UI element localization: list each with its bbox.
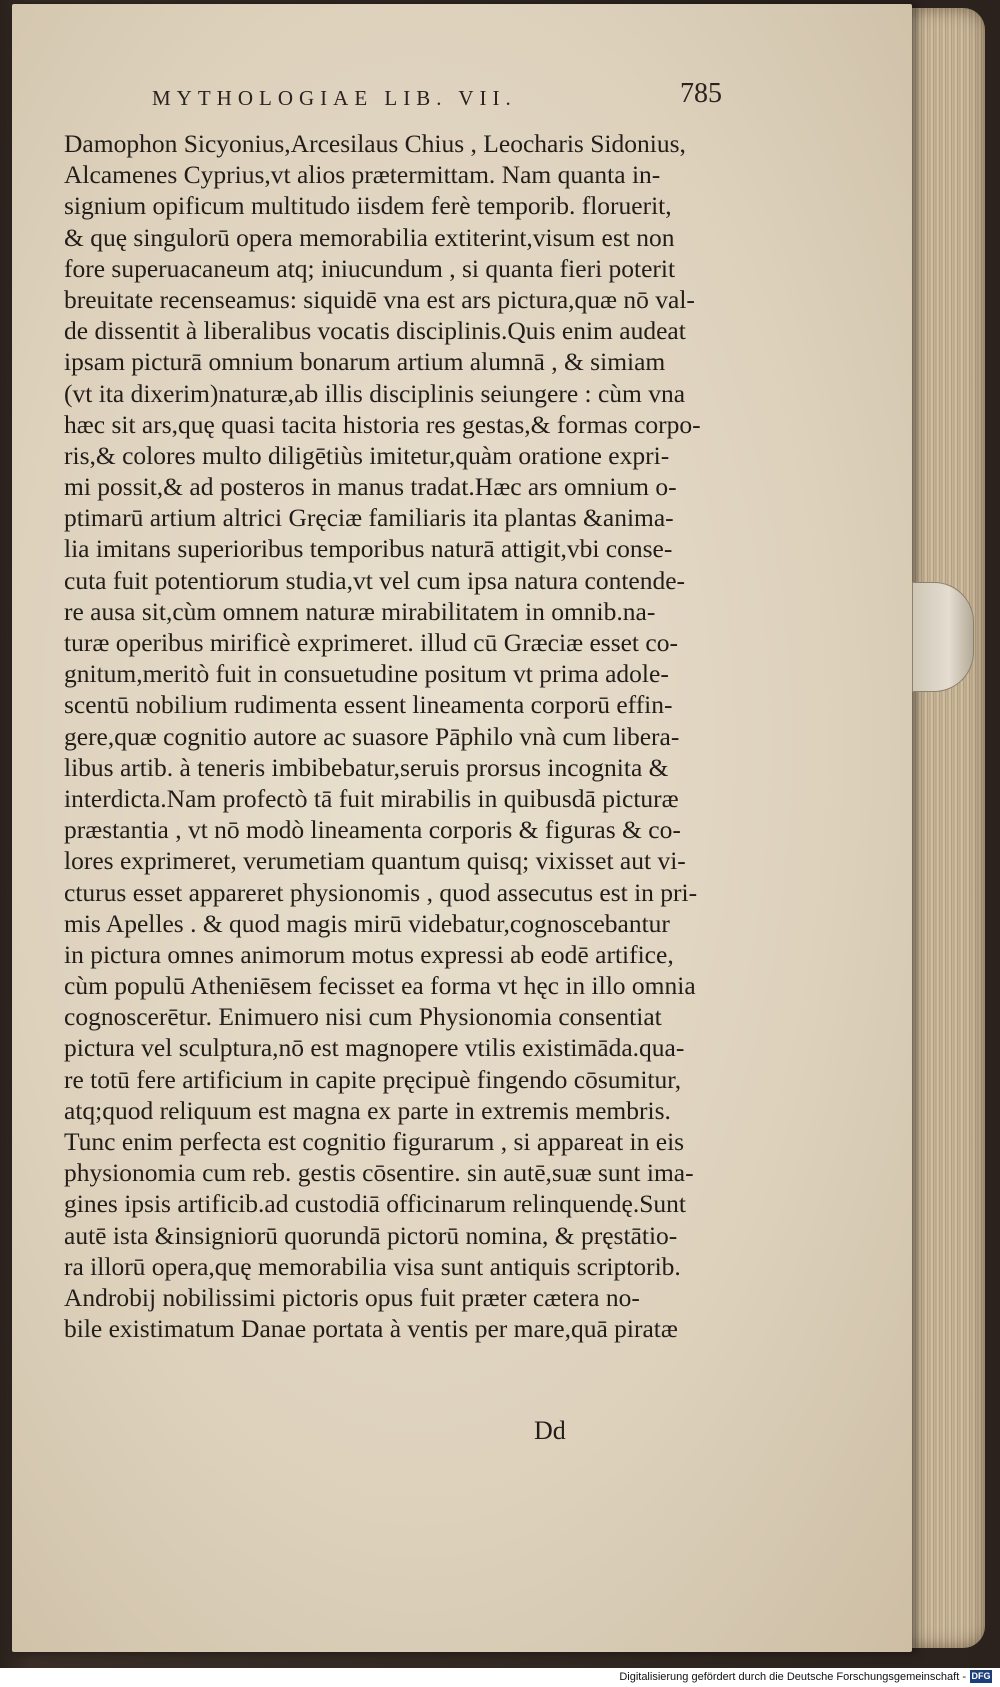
- page-number: 785: [680, 78, 722, 109]
- text-line: Androbij nobilissimi pictoris opus fuit præter cætera no-: [64, 1282, 640, 1312]
- text-line: cturus esset appareret physionomis , quod assecutus est in pri-: [64, 877, 698, 907]
- text-line: ipsam picturā omnium bonarum artium alumnā , & simiam: [64, 347, 666, 377]
- text-line: de dissentit à liberalibus vocatis disciplinis.Quis enim audeat: [64, 316, 686, 346]
- text-line: Damophon Sicyonius,Arcesilaus Chius , Leocharis Sidonius,: [64, 129, 686, 158]
- dfg-logo: DFG: [971, 1671, 991, 1681]
- text-line: cùm populū Atheniēsem fecisset ea forma vt hęc in illo omnia: [64, 971, 696, 1001]
- text-line: autē ista &insigniorū quorundā pictorū nomina, & pręstātio-: [64, 1220, 678, 1250]
- text-line: physionomia cum reb. gestis cōsentire. sin autē,suæ sunt ima-: [64, 1158, 694, 1188]
- text-line: hæc sit ars,quę quasi tacita historia res gestas,& formas corpo-: [64, 409, 701, 439]
- body-text: [64, 128, 734, 1344]
- text-line: signium opificum multitudo iisdem ferè temporib. floruerit,: [64, 191, 672, 221]
- text-line: turæ operibus mirificè exprimeret. illud cū Græciæ esset co-: [64, 628, 678, 657]
- text-line: gere,quæ cognitio autore ac suasore Pāphilo vnà cum libera-: [64, 721, 680, 751]
- text-line: cuta fuit potentiorum studia,vt vel cum ipsa natura contende-: [64, 565, 686, 595]
- text-line: lia imitans superioribus temporibus naturā attigit,vbi conse-: [64, 534, 673, 564]
- text-line: mis Apelles . & quod magis mirū videbatur,cognoscebantur: [64, 908, 670, 938]
- text-line: scentū nobilium rudimenta essent lineamenta corporū effin-: [64, 690, 673, 720]
- text-line: fore superuacaneum atq; iniucundum , si quanta fieri poterit: [64, 253, 676, 283]
- text-line: bile existimatum Danae portata à ventis per mare,quā piratæ: [64, 1314, 678, 1344]
- text-line: (vt ita dixerim)naturæ,ab illis disciplinis seiungere : cùm vna: [64, 378, 686, 408]
- text-line: ra illorū opera,quę memorabilia visa sunt antiquis scriptorib.: [64, 1251, 681, 1281]
- text-line: ris,& colores multo diligētiùs imitetur,quàm oratione expri-: [64, 440, 670, 470]
- signature-mark: Dd: [534, 1416, 566, 1445]
- text-line: interdicta.Nam profectò tā fuit mirabilis in quibusdā picturæ: [64, 783, 679, 813]
- footer-credit: Digitalisierung gefördert durch die Deutsche Forschungsgemeinschaft -: [619, 1671, 966, 1683]
- text-line: re ausa sit,cùm omnem naturæ mirabilitatem in omnib.na-: [64, 596, 656, 626]
- text-line: ptimarū artium altrici Gręciæ familiaris ita plantas &anima-: [64, 503, 674, 533]
- text-line: Alcamenes Cyprius,vt alios prætermittam. Nam quanta in-: [64, 160, 661, 190]
- text-line: gnitum,meritò fuit in consuetudine positum vt prima adole-: [64, 659, 669, 689]
- text-line: gines ipsis artificib.ad custodiā officinarum relinquendę.Sunt: [64, 1189, 687, 1219]
- bookmark-tab: [912, 582, 974, 692]
- text-line: breuitate recenseamus: siquidē vna est ars pictura,quæ nō val-: [64, 284, 695, 314]
- text-line: pictura vel sculptura,nō est magnopere vtilis existimāda.qua-: [64, 1033, 685, 1063]
- text-line: libus artib. à teneris imbibebatur,seruis prorsus incognita &: [64, 752, 669, 782]
- running-head: MYTHOLOGIAE LIB. VII.: [152, 86, 517, 110]
- text-line: lores exprimeret, verumetiam quantum quisq; vixisset aut vi-: [64, 846, 686, 876]
- text-line: in pictura omnes animorum motus expressi ab eodē artifice,: [64, 939, 674, 969]
- text-line: præstantia , vt nō modò lineamenta corporis & figuras & co-: [64, 815, 681, 845]
- text-line: re totū fere artificium in capite pręcipuè fingendo cōsumitur,: [64, 1064, 682, 1094]
- text-line: cognoscerētur. Enimuero nisi cum Physionomia consentiat: [64, 1002, 662, 1032]
- text-line: atq;quod reliquum est magna ex parte in extremis membris.: [64, 1095, 671, 1125]
- text-line: & quę singulorū opera memorabilia extiterint,visum est non: [64, 222, 675, 252]
- text-line: Tunc enim perfecta est cognitio figurarum , si appareat in eis: [64, 1127, 685, 1156]
- text-line: mi possit,& ad posteros in manus tradat.Hæc ars omnium o-: [64, 472, 677, 502]
